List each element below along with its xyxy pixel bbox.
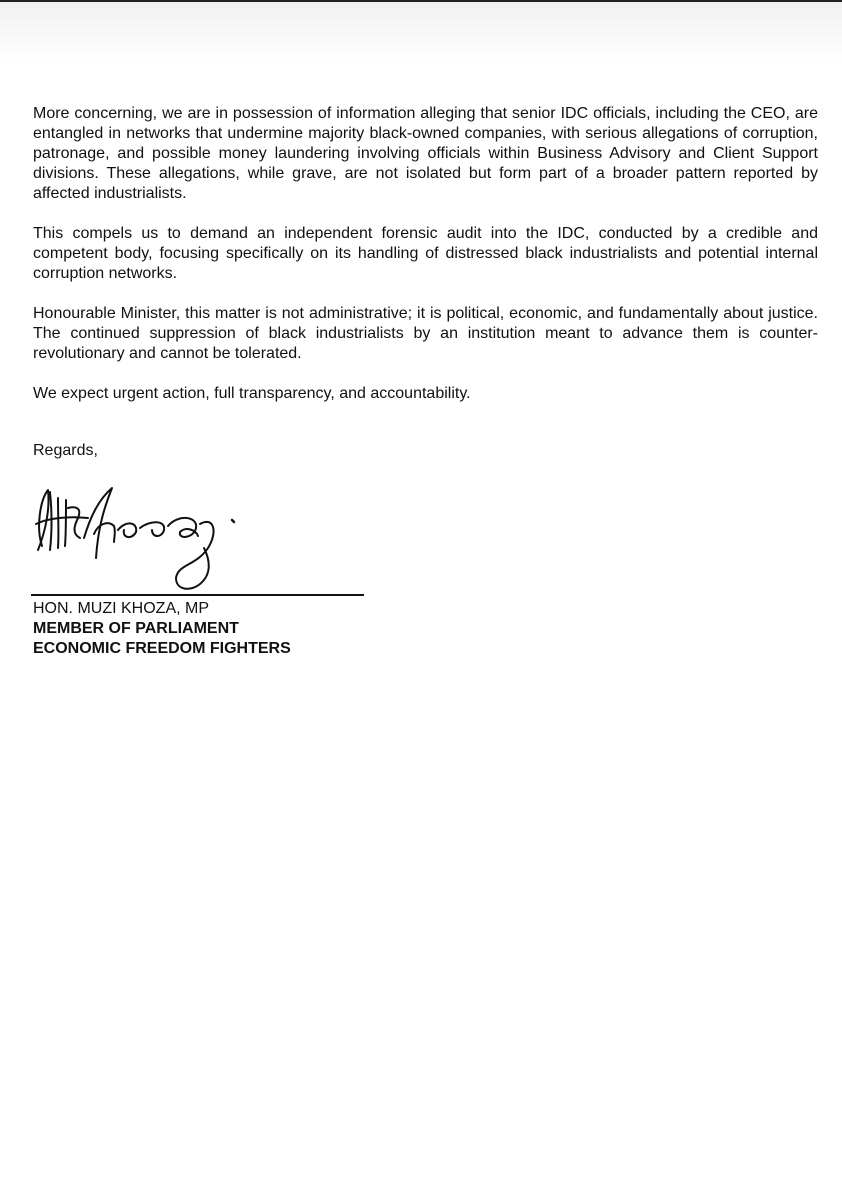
signature-line <box>31 594 364 596</box>
paragraph-allegations: More concerning, we are in possession of information alleging that senior IDC officials, including the CEO, are entangled in networks that undermine majority black-owned companies, with serious allegations of corruption, patronage, and possible money laundering involving officials within Business Advisory and Client Support divisions. These allegations, while grave, are not isolated but form part of a broader pattern reported by affected industrialists. <box>33 105 818 202</box>
letter-body <box>33 104 818 424</box>
signatory-organization: ECONOMIC FREEDOM FIGHTERS <box>33 640 291 657</box>
paragraph-minister-appeal: Honourable Minister, this matter is not administrative; it is political, economic, and fundamentally about justice. The continued suppression of black industrialists by an institution meant to advance them is counter-revolutionary and cannot be tolerated. <box>33 305 818 362</box>
page-header-shade <box>0 2 842 62</box>
signatory-block <box>33 599 291 659</box>
closing-salutation: Regards, <box>33 442 98 459</box>
paragraph-expectation: We expect urgent action, full transparency, and accountability. <box>33 385 471 402</box>
paragraph-audit-demand: This compels us to demand an independent forensic audit into the IDC, conducted by a credible and competent body, focusing specifically on its handling of distressed black industrialists and potential internal corruption networks. <box>33 225 818 282</box>
handwritten-signature <box>28 478 268 594</box>
signatory-title: MEMBER OF PARLIAMENT <box>33 620 239 637</box>
signatory-name: HON. MUZI KHOZA, MP <box>33 600 209 617</box>
